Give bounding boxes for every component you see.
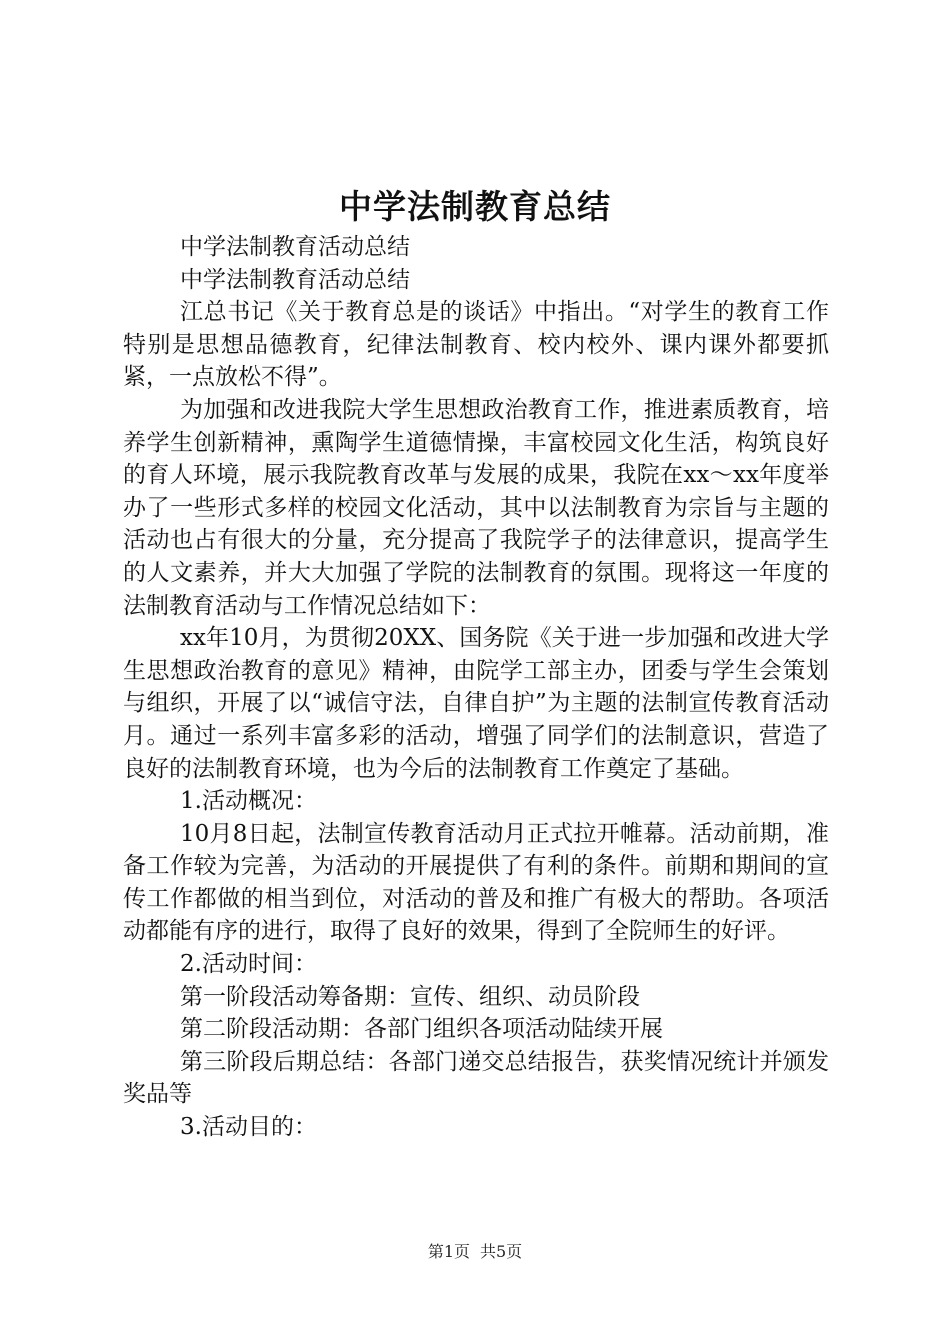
paragraph-subtitle-1: 中学法制教育活动总结 xyxy=(180,234,410,260)
paragraph-intro: 为加强和改进我院大学生思想政治教育工作，推进素质教育，培养学生创新精神，熏陶学生道德情操，丰富校园文化生活，构筑良好的育人环境，展示我院教育改革与发展的成果，我院在xx～xx年度举办了一些形式多样的校园文化活动，其中以法制教育为宗旨与主题的活动也占有很大的分量，充分提高了我院学子的法律意识，提高学生的人文素养，并大大加强了学院的法制教育的氛围。现将这一年度的法制教育活动与工作情况总结如下： xyxy=(123,396,829,619)
paragraph-stage-3: 第三阶段后期总结：各部门递交总结报告，获奖情况统计并颁发奖品等 xyxy=(123,1048,829,1108)
paragraph-subtitle-2: 中学法制教育活动总结 xyxy=(180,266,410,293)
page-total: 共5页 xyxy=(480,1242,523,1261)
document-body xyxy=(123,231,829,1144)
page-number: 第1页 xyxy=(427,1242,470,1261)
page-footer xyxy=(0,1240,950,1264)
document-title: 中学法制教育总结 xyxy=(339,187,611,226)
paragraph-stage-1: 第一阶段活动筹备期：宣传、组织、动员阶段 xyxy=(180,983,640,1010)
paragraph-quote: 江总书记《关于教育总是的谈话》中指出。“对学生的教育工作特别是思想品德教育，纪律法制教育、校内校外、课内课外都要抓紧，一点放松不得”。 xyxy=(123,299,829,391)
section-heading-time: 2.活动时间： xyxy=(180,951,317,978)
paragraph-stage-2: 第二阶段活动期：各部门组织各项活动陆续开展 xyxy=(180,1016,663,1043)
section-heading-overview: 1.活动概况： xyxy=(180,788,317,815)
section-heading-purpose: 3.活动目的： xyxy=(180,1114,317,1141)
paragraph-background: xx年10月，为贯彻20XX、国务院《关于进一步加强和改进大学生思想政治教育的意见》精神，由院学工部主办，团委与学生会策划与组织，开展了以“诚信守法，自律自护”为主题的法制宣传教育活动月。通过一系列丰富多彩的活动，增强了同学们的法制意识，营造了良好的法制教育环境，也为今后的法制教育工作奠定了基础。 xyxy=(123,625,829,782)
paragraph-overview: 10月8日起，法制宣传教育活动月正式拉开帷幕。活动前期，准备工作较为完善，为活动的开展提供了有利的条件。前期和期间的宣传工作都做的相当到位，对活动的普及和推广有极大的帮助。各项活动都能有序的进行，取得了良好的效果，得到了全院师生的好评。 xyxy=(123,820,829,945)
